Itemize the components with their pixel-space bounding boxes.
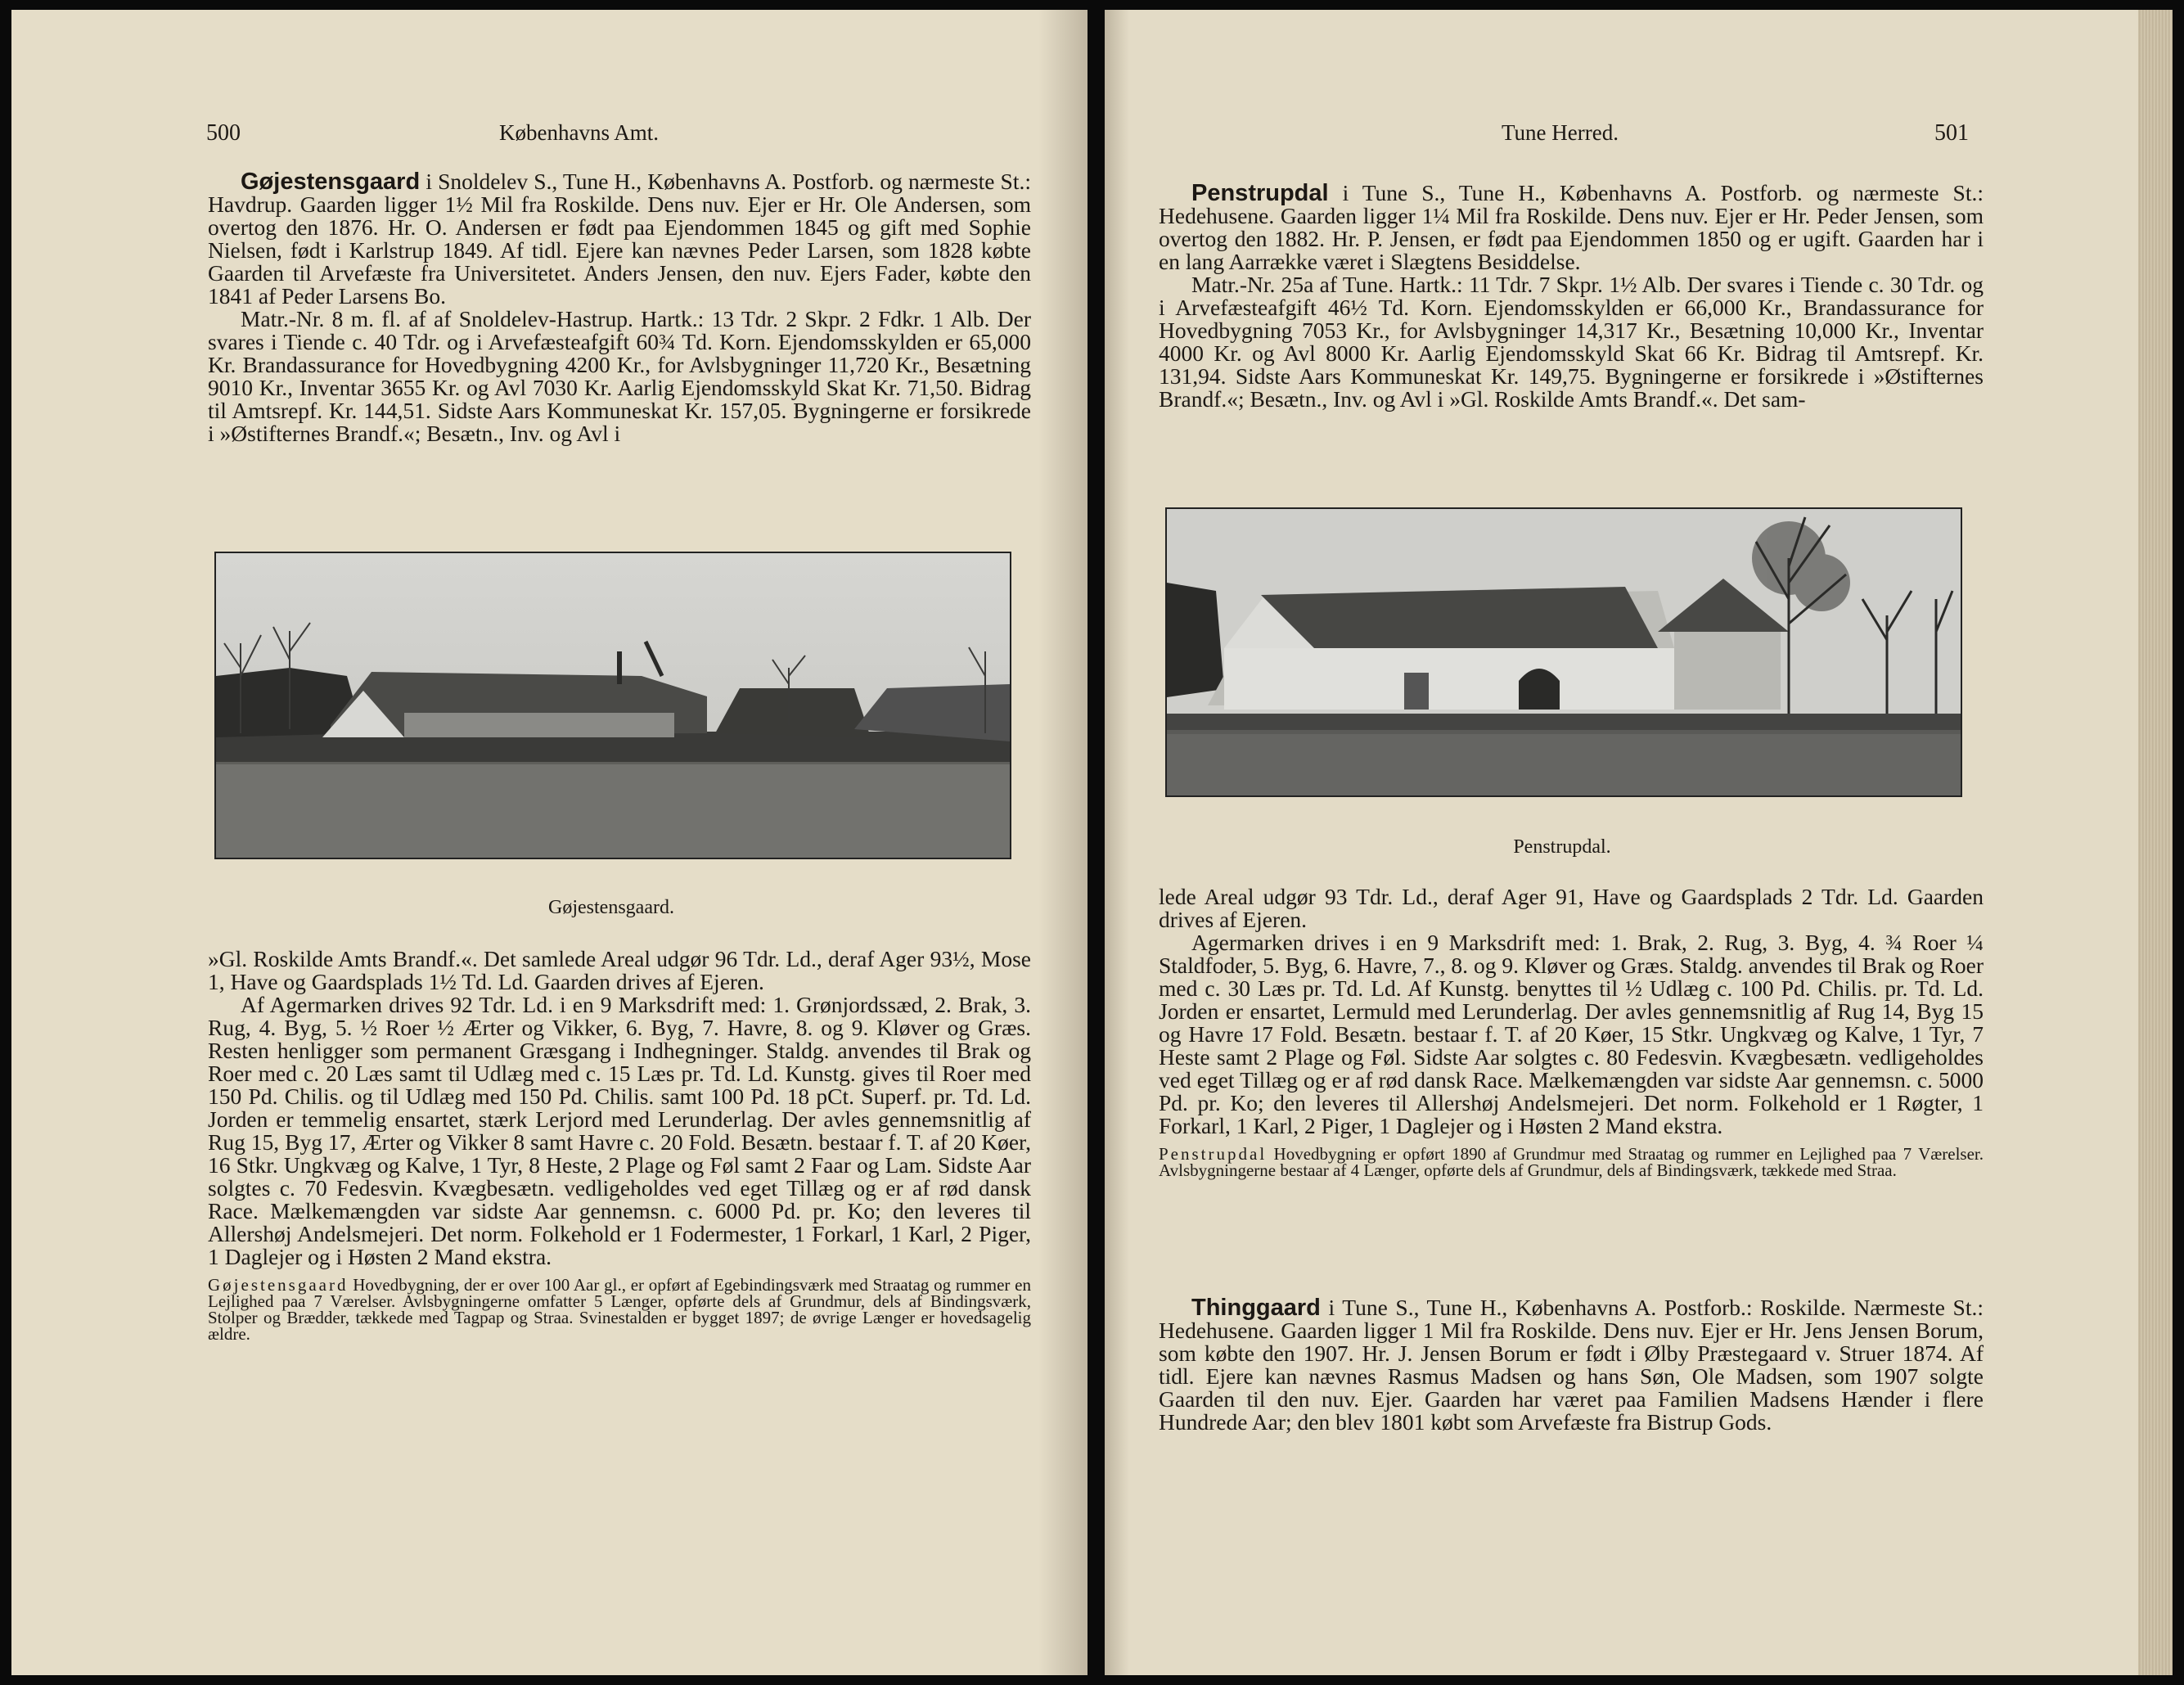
paragraph: »Gl. Roskilde Amts Brandf.«. Det samlede Areal udgør 96 Tdr. Ld., deraf Ager 93½, Mose 1, Have og Gaardsplads 1½ Td. Ld. Gaarden drives af Ejeren.: [208, 946, 1031, 994]
running-head: Københavns Amt.: [499, 120, 659, 145]
paragraph: i Snoldelev S., Tune H., Københavns A. Postforb. og nærmeste St.: Havdrup. Gaarden ligger 1½ Mil fra Roskilde. Dens nuv. Ejer er Hr. Ole Andersen, som overtog den 1876. Hr. O. Andersen er født paa Ejendommen 1845 og gift med Sophie Nielsen, født i Karlstrup 1849. Af tidl. Ejere kan nævnes Peder Larsen, som 1828 købte Gaarden til Arvefæste fra Universitetet. Anders Jensen, den nuv. Ejers Fader, købte den 1841 af Peder Larsens Bo.: [208, 169, 1031, 309]
building-note: Hovedbygning er opført 1890 af Grundmur med Straatag og rummer en Lejlighed paa 7 Værelser. Avlsbygningerne bestaar af 4 Længer, opførte dels af Grundmur, dels af Bindingsværk, tækkede med Straa.: [1159, 1144, 1984, 1180]
paragraph: i Tune S., Tune H., Københavns A. Postforb. og nærmeste St.: Hedehusene. Gaarden ligger 1¼ Mil fra Roskilde. Dens nuv. Ejer er Hr. Peder Jensen, som overtog den 1882. Hr. P. Jensen, er født paa Ejendommen 1850 og er ugift. Gaarden har i en lang Aarrække været i Slægtens Besiddelse.: [1159, 180, 1984, 274]
entry-text-middle: [1159, 885, 1984, 1178]
paragraph: i Tune S., Tune H., Københavns A. Postforb.: Roskilde. Nærmeste St.: Hedehusene. Gaarden ligger 1 Mil fra Roskilde. Dens nuv. Ejer er Hr. Jens Jensen Borum, som købte den 1907. Hr. J. Jensen Borum er født i Ølby Præstegaard v. Struer 1874. Af tidl. Ejere kan nævnes Rasmus Madsen og hans Søn, Ole Madsen, som 1907 solgte Gaarden til den nuv. Ejer. Gaarden har været paa Familien Madsens Hænder i flere Hundrede Aar; den blev 1801 købt som Arvefæste fra Bistrup Gods.: [1159, 1295, 1984, 1435]
farm-photo: [1165, 507, 1962, 797]
photo-illustration: [1167, 509, 1961, 795]
farm-name: Gøjestensgaard: [241, 169, 421, 195]
farm-name-spaced: Gøjestensgaard: [208, 1275, 349, 1295]
entry-text-top: [1159, 182, 1984, 411]
farm-name-spaced: Penstrupdal: [1159, 1144, 1268, 1164]
paragraph: lede Areal udgør 93 Tdr. Ld., deraf Ager 91, Have og Gaardsplads 2 Tdr. Ld. Gaarden drives af Ejeren.: [1159, 884, 1984, 932]
entry-text-top: [208, 170, 1031, 445]
running-head: Tune Herred.: [1502, 120, 1619, 145]
right-page: [1105, 10, 2173, 1675]
left-page: [11, 10, 1087, 1675]
entry-text-bottom: [1159, 1296, 1984, 1434]
photo-caption: Penstrupdal.: [1513, 836, 1611, 858]
page-edge: [2138, 10, 2173, 1675]
photo-illustration: [216, 553, 1010, 858]
photo-caption: Gøjestensgaard.: [548, 897, 674, 918]
paragraph: Af Agermarken drives 92 Tdr. Ld. i en 9 Marksdrift med: 1. Grønjordssæd, 2. Brak, 3. Rug, 4. Byg, 5. ½ Roer ½ Ærter og Vikker, 6. Byg, 7. Havre, 8. og 9. Kløver og Græs. Resten henligger som permanent Græsgang i Indhegninger. Staldg. anvendes til Brak og Roer med c. 20 Læs samt til Udlæg med c. 15 Læs pr. Td. Ld. Kunstg. gives til Roer med 150 Pd. Chilis. og til Udlæg med 150 Pd. Chilis. samt 100 Pd. 18 pCt. Superf. pr. Td. Ld. Jorden er temmelig ensartet, stærk Lerjord med Lerunderlag. Der avles gennemsnitlig af Rug 15, Byg 17, Ærter og Vikker 8 samt Havre c. 20 Fold. Besætn. bestaar f. T. af 20 Køer, 16 Stkr. Ungkvæg og Kalve, 1 Tyr, 8 Heste, 2 Plage og Føl samt 2 Faar og Lam. Sidste Aar solgtes c. 70 Fedesvin. Kvægbesætn. vedligeholdes ved eget Tillæg og er af rød dansk Race. Mælkemængden var sidste Aar gennemsn. c. 6000 Pd. pr. Ko; den leveres til Allershøj Andelsmejeri. Det norm. Folkehold er 1 Fodermester, 1 Forkarl, 1 Karl, 2 Piger, 1 Daglejer og i Høsten 2 Mand ekstra.: [208, 992, 1031, 1269]
entry-text-bottom: [208, 948, 1031, 1342]
farm-name: Penstrupdal: [1191, 180, 1329, 206]
paragraph: Matr.-Nr. 8 m. fl. af af Snoldelev-Hastrup. Hartk.: 13 Tdr. 2 Skpr. 2 Fdkr. 1 Alb. Der svares i Tiende c. 40 Tdr. og i Arvefæsteafgift 60¾ Td. Korn. Ejendomsskylden er 65,000 Kr. Brandassurance for Hovedbygning 4200 Kr., for Avlsbygninger 11,720 Kr., Besætning 9010 Kr., Inventar 3655 Kr. og Avl 7030 Kr. Aarlig Ejendomsskyld Skat Kr. 71,50. Bidrag til Amtsrepf. Kr. 144,51. Sidste Aars Kommuneskat Kr. 157,05. Bygningerne er forsikrede i »Østifternes Brandf.«; Besætn., Inv. og Avl i: [208, 306, 1031, 446]
page-number: 500: [206, 120, 241, 146]
farm-photo: [214, 552, 1011, 859]
page-number: 501: [1934, 120, 1969, 146]
paragraph: Agermarken drives i en 9 Marksdrift med: 1. Brak, 2. Rug, 3. Byg, 4. ¾ Roer ¼ Staldfoder, 5. Byg, 6. Havre, 7., 8. og 9. Kløver og Græs. Staldg. anvendes til Brak og Roer med c. 30 Læs pr. Td. Ld. Af Kunstg. benyttes til ½ Udlæg c. 100 Pd. Chilis. pr. Td. Ld. Jorden er ensartet, Lermuld med Lerunderlag. Der avles gennemsnitlig af Rug 14, Byg 15 og Havre 17 Fold. Besætn. bestaar f. T. af 20 Køer, 15 Stkr. Ungkvæg og Kalve, 1 Tyr, 7 Heste samt 2 Plage og Føl. Sidste Aar solgtes c. 80 Fedesvin. Kvægbesætn. vedligeholdes ved eget Tillæg og er af rød dansk Race. Mælkemængden var sidste Aar gennemsn. c. 5000 Pd. pr. Ko; den leveres til Allershøj Andelsmejeri. Det norm. Folkehold er 1 Røgter, 1 Forkarl, 1 Karl, 2 Piger, 1 Daglejer og i Høsten 2 Mand ekstra.: [1159, 930, 1984, 1138]
farm-name: Thinggaard: [1191, 1295, 1321, 1321]
building-note: Hovedbygning, der er over 100 Aar gl., er opført af Egebindingsværk med Straatag og rummer en Lejlighed paa 7 Værelser. Avlsbygningerne omfatter 5 Længer, opførte dels af Grundmur, dels af Bindingsværk, Stolper og Brædder, tækkede med Tagpap og Straa. Svinestalden er bygget 1897; de øvrige Længer er hovedsagelig ældre.: [208, 1275, 1031, 1344]
paragraph: Matr.-Nr. 25a af Tune. Hartk.: 11 Tdr. 7 Skpr. 1½ Alb. Der svares i Tiende c. 30 Tdr. og i Arvefæsteafgift 46½ Td. Korn. Ejendomsskylden er 66,000 Kr., Brandassurance for Hovedbygning 7053 Kr., for Avlsbygninger 14,317 Kr., Besætning 10,000 Kr., Inventar 4000 Kr. og Avl 8000 Kr. Aarlig Ejendomsskyld Skat 66 Kr. Bidrag til Amtsrepf. Kr. 131,94. Sidste Aars Kommuneskat Kr. 149,75. Bygningerne er forsikrede i »Østifternes Brandf.«; Besætn., Inv. og Avl i »Gl. Roskilde Amts Brandf.«. Det sam-: [1159, 272, 1984, 412]
